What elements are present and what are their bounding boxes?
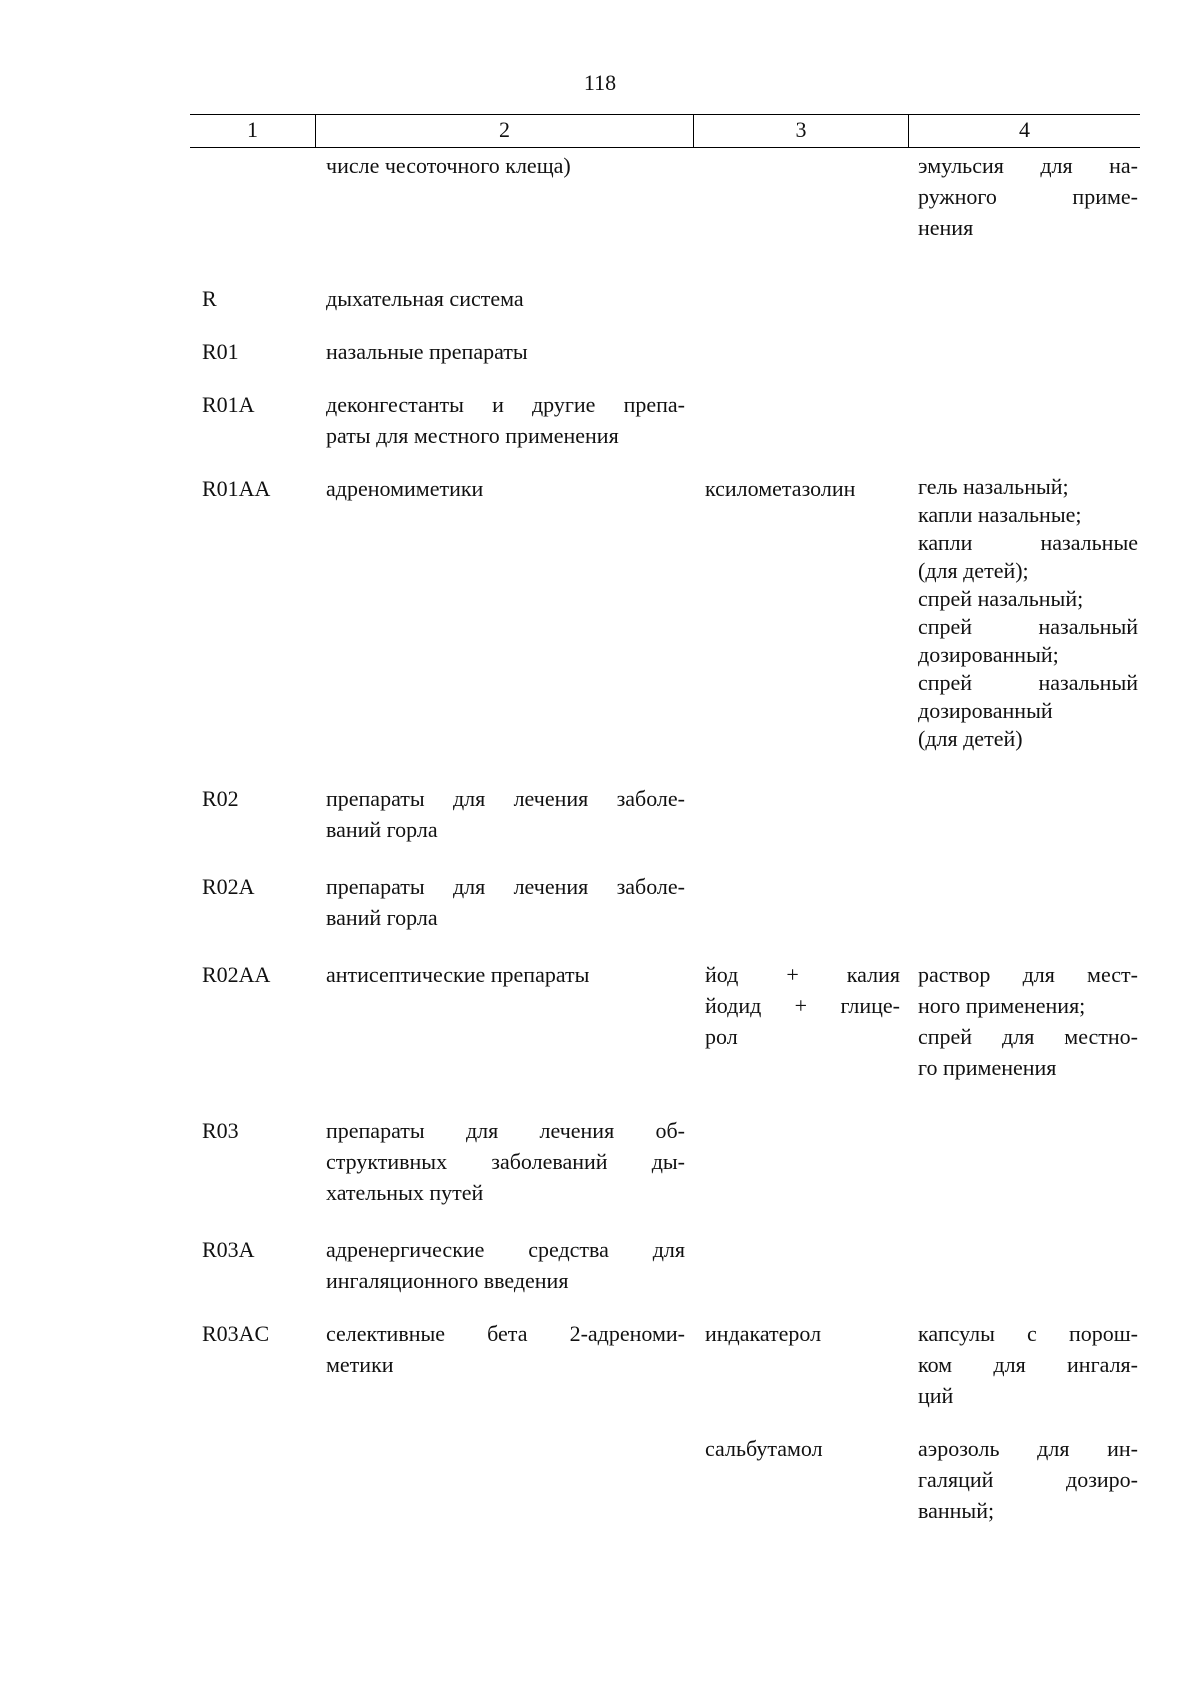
dosage-forms [908, 959, 1140, 1083]
cell-line: капсулы с порош- [918, 1321, 1138, 1346]
atc-group-name [315, 1234, 693, 1296]
dosage-forms [908, 1234, 1140, 1296]
cell-line: йодид + глице- [705, 993, 900, 1018]
cell-line: капли назальные; [918, 502, 1082, 527]
atc-code: R02A [202, 874, 255, 899]
column-header-2: 2 [315, 115, 693, 147]
cell-line: числе чесоточного клеща) [326, 153, 571, 178]
cell-line: ваний горла [326, 817, 438, 842]
cell-line: селективные бета 2-адреноми- [326, 1321, 685, 1346]
cell-line: спрей назальный [918, 670, 1138, 695]
cell-line: го применения [918, 1055, 1057, 1080]
dosage-forms [908, 389, 1140, 451]
atc-code: R01 [202, 339, 239, 364]
dosage-forms [908, 473, 1140, 753]
dosage-forms [908, 150, 1140, 243]
atc-group-name [315, 473, 693, 753]
drug-name [693, 871, 908, 933]
cell-line: ваний горла [326, 905, 438, 930]
column-header-1: 1 [247, 117, 258, 142]
cell-line: антисептические препараты [326, 962, 590, 987]
atc-group-name [315, 959, 693, 1083]
atc-group-name [315, 871, 693, 933]
cell-line: рол [705, 1024, 738, 1049]
atc-group-name [315, 150, 693, 243]
dosage-forms [908, 1115, 1140, 1208]
cell-line: дыхательная система [326, 286, 524, 311]
cell-line: йод + калия [705, 962, 900, 987]
column-header-4: 4 [908, 115, 1140, 147]
table-row [190, 1433, 1140, 1526]
atc-code: R02AA [202, 962, 271, 987]
cell-line: ингаляционного введения [326, 1268, 569, 1293]
column-header-3: 3 [693, 115, 908, 147]
atc-code: R02 [202, 786, 239, 811]
table-row [190, 1115, 1140, 1208]
drug-name [693, 336, 908, 367]
atc-group-name [315, 1318, 693, 1411]
dosage-forms [908, 871, 1140, 933]
cell-line: галяций дозиро- [918, 1467, 1138, 1492]
atc-code: R01AA [202, 476, 271, 501]
atc-group-name [315, 1433, 693, 1526]
cell-line: спрей назальный [918, 614, 1138, 639]
atc-code: R03A [202, 1237, 255, 1262]
atc-code [190, 1433, 315, 1526]
atc-code: R [202, 286, 217, 311]
drug-name [693, 1115, 908, 1208]
cell-line: препараты для лечения заболе- [326, 786, 685, 811]
atc-group-name [315, 389, 693, 451]
atc-group-name [315, 1115, 693, 1208]
cell-line: раствор для мест- [918, 962, 1138, 987]
cell-line: спрей для местно- [918, 1024, 1138, 1049]
cell-line: (для детей); [918, 558, 1029, 583]
atc-code: R03 [202, 1118, 239, 1143]
table-body [190, 150, 1140, 1526]
drug-name [693, 283, 908, 314]
cell-line: гель назальный; [918, 474, 1069, 499]
table-header [190, 114, 1140, 148]
table-row [190, 473, 1140, 753]
cell-line: дозированный [918, 698, 1053, 723]
table-row [190, 1234, 1140, 1296]
cell-line: назальные препараты [326, 339, 528, 364]
cell-line: дозированный; [918, 642, 1059, 667]
cell-line: деконгестанты и другие препа- [326, 392, 685, 417]
cell-line: ванный; [918, 1498, 995, 1523]
table-row [190, 283, 1140, 314]
cell-line: нения [918, 215, 974, 240]
cell-line: адренергические средства для [326, 1237, 685, 1262]
cell-line: ного применения; [918, 993, 1086, 1018]
dosage-forms [908, 783, 1140, 845]
cell-line: ком для ингаля- [918, 1352, 1138, 1377]
drug-name [693, 473, 908, 753]
cell-line: спрей назальный; [918, 586, 1084, 611]
table-row [190, 389, 1140, 451]
drug-name [693, 1234, 908, 1296]
drug-name [693, 959, 908, 1083]
cell-line: сальбутамол [705, 1436, 823, 1461]
drug-name [693, 150, 908, 243]
atc-code: R03AC [202, 1321, 270, 1346]
drug-name [693, 1318, 908, 1411]
drug-name [693, 1433, 908, 1526]
table-row [190, 336, 1140, 367]
table-row [190, 783, 1140, 845]
atc-code: R01A [202, 392, 255, 417]
cell-line: ружного приме- [918, 184, 1138, 209]
atc-code [190, 150, 315, 243]
cell-line: ций [918, 1383, 954, 1408]
cell-line: структивных заболеваний ды- [326, 1149, 685, 1174]
cell-line: аэрозоль для ин- [918, 1436, 1138, 1461]
table-row [190, 150, 1140, 243]
page-number: 118 [583, 70, 617, 95]
drug-name [693, 389, 908, 451]
cell-line: препараты для лечения об- [326, 1118, 685, 1143]
atc-group-name [315, 336, 693, 367]
atc-group-name [315, 283, 693, 314]
dosage-forms [908, 283, 1140, 314]
cell-line: эмульсия для на- [918, 153, 1138, 178]
drug-name [693, 783, 908, 845]
table-row [190, 959, 1140, 1083]
cell-line: ксилометазолин [705, 476, 856, 501]
cell-line: индакатерол [705, 1321, 822, 1346]
cell-line: капли назальные [918, 530, 1138, 555]
dosage-forms [908, 336, 1140, 367]
cell-line: метики [326, 1352, 394, 1377]
cell-line: хательных путей [326, 1180, 484, 1205]
dosage-forms [908, 1433, 1140, 1526]
cell-line: адреномиметики [326, 476, 484, 501]
table-row [190, 871, 1140, 933]
cell-line: препараты для лечения заболе- [326, 874, 685, 899]
atc-group-name [315, 783, 693, 845]
table-row [190, 1318, 1140, 1411]
dosage-forms [908, 1318, 1140, 1411]
cell-line: раты для местного применения [326, 423, 619, 448]
cell-line: (для детей) [918, 726, 1023, 751]
